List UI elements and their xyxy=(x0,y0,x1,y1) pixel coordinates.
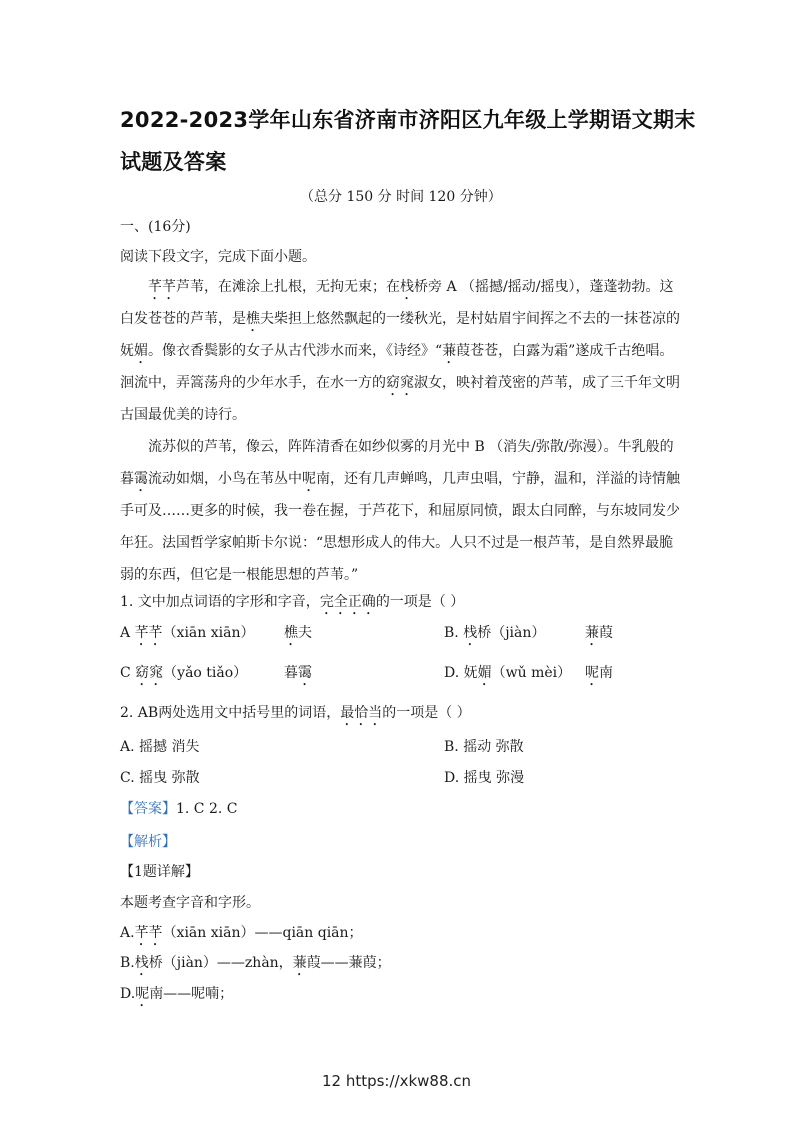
dotted-text: 霭 xyxy=(134,471,148,487)
text-run: B. xyxy=(444,625,464,641)
analysis-label: 【解析】 xyxy=(120,834,176,850)
text-run: 暮 xyxy=(120,471,134,487)
passage-line: 流苏似的芦苇，像云，阵阵清香在如纱似雾的月光中 B （消失/弥散/弥漫）。牛乳般的 xyxy=(148,439,674,455)
text-run: 白发苍苍的芦苇，是 xyxy=(120,311,246,327)
question-1-stem xyxy=(120,592,464,618)
text-run: D. xyxy=(120,986,136,1002)
passage-line xyxy=(120,373,680,399)
dotted-text: 完全正确 xyxy=(319,594,376,610)
text-run: 暮 xyxy=(284,665,298,681)
q1-option-c xyxy=(120,663,247,689)
dotted-text: 呢 xyxy=(585,665,599,681)
dotted-text: 栈 xyxy=(400,279,414,295)
analysis-item-a xyxy=(120,923,363,949)
q1-option-c-word xyxy=(284,663,312,689)
answer-label: 【答案】 xyxy=(120,801,176,817)
q1-option-d-word xyxy=(585,663,613,689)
section-instruction: 阅读下段文字，完成下面小题。 xyxy=(120,249,316,265)
analysis-intro: 本题考查字音和字形。 xyxy=(120,895,260,911)
text-run: 2. AB两处选用文中括号里的词语， xyxy=(120,705,341,721)
text-run: 淑女，映衬着茂密的芦苇，成了三千年文明 xyxy=(414,375,680,391)
answer-row xyxy=(120,799,238,819)
dotted-text: 樵 xyxy=(246,311,260,327)
question-2-stem xyxy=(120,703,471,729)
text-run: 妩 xyxy=(120,343,134,359)
text-run: 桥（jiàn）——zhàn， xyxy=(148,955,293,971)
text-run: （yǎo tiǎo） xyxy=(163,665,248,681)
text-run: 洄流中，弄篙荡舟的少年水手，在水一方的 xyxy=(120,375,386,391)
passage-line: 弱的东西，但它是一根能思想的芦苇。” xyxy=(120,567,359,583)
document-title-line2: 试题及答案 xyxy=(120,150,227,174)
section-heading: 一、(16分) xyxy=(120,219,191,235)
text-run: （wǔ mèi） xyxy=(491,665,572,681)
passage-line xyxy=(120,341,673,367)
text-run: 。像衣香鬓影的女子从古代涉水而来，《诗经》“ xyxy=(148,343,443,359)
text-run: 桥（jiàn） xyxy=(477,625,546,641)
dotted-text: 呢 xyxy=(135,986,150,1002)
text-run: D. 妩 xyxy=(444,665,478,681)
text-run: A. xyxy=(120,925,135,941)
passage-line: 年狂。法国哲学家帕斯卡尔说：“思想形成人的伟大。人只不过是一根芦苇，是自然界最脆 xyxy=(120,535,674,551)
answer-value: 1. C 2. C xyxy=(176,801,238,817)
text-run: 的一项是（ ） xyxy=(375,594,465,610)
dotted-text: 栈 xyxy=(134,955,149,971)
q2-option-b: B. 摇动 弥散 xyxy=(444,739,524,755)
text-run: 南，还有几声蝉鸣，几声虫唱，宁静，温和，洋溢的诗情触 xyxy=(316,471,680,487)
text-run: 南 xyxy=(599,665,613,681)
q1-option-b xyxy=(444,623,545,649)
text-run: 葭 xyxy=(599,625,613,641)
passage-line: 古国最优美的诗行。 xyxy=(120,407,246,423)
text-run: （xiān xiān） xyxy=(162,625,255,641)
text-run: 夫柴担上悠然飘起的一缕秋光，是村姑眉宇间挥之不去的一抹苍凉的 xyxy=(260,311,680,327)
text-run: 夫 xyxy=(298,625,312,641)
page-footer xyxy=(0,1072,793,1090)
q2-option-a: A. 摇撼 消失 xyxy=(120,739,200,755)
dotted-text: 窈窕 xyxy=(135,665,164,681)
dotted-text: 媚 xyxy=(477,665,492,681)
detail-heading: 【1题详解】 xyxy=(120,864,199,880)
dotted-text: 蒹 xyxy=(292,955,307,971)
text-run: 流动如烟，小鸟在苇丛中 xyxy=(148,471,302,487)
text-run: B. xyxy=(120,955,135,971)
document-title-line1: 2022-2023学年山东省济南市济阳区九年级上学期语文期末 xyxy=(120,108,696,132)
dotted-text: 最恰当 xyxy=(340,705,383,721)
text-run: 葭——蒹葭； xyxy=(306,955,391,971)
dotted-text: 樵 xyxy=(284,625,298,641)
dotted-text: 芊芊 xyxy=(134,925,163,941)
analysis-item-d xyxy=(120,984,233,1010)
dotted-text: 霭 xyxy=(298,665,312,681)
text-run: （xiān xiān）——qiān qiān； xyxy=(162,925,363,941)
dotted-text: 芊芊 xyxy=(134,625,163,641)
q2-option-d: D. 摇曳 弥漫 xyxy=(444,770,525,786)
passage-line xyxy=(148,277,673,303)
text-run: 的一项是（ ） xyxy=(382,705,471,721)
dotted-text: 窈窕 xyxy=(386,375,414,391)
q1-option-d xyxy=(444,663,571,689)
text-run: 1. 文中加点词语的字形和字音， xyxy=(120,594,320,610)
q1-option-a xyxy=(120,623,255,649)
page-number: 12 xyxy=(321,1072,342,1090)
footer-url: https://xkw88.cn xyxy=(345,1072,472,1090)
text-run: 葭苍苍，白露为霜”遂成千古绝唱。 xyxy=(456,343,674,359)
dotted-text: 栈 xyxy=(463,625,478,641)
dotted-text: 蒹 xyxy=(442,343,457,359)
dotted-text: 媚 xyxy=(134,343,148,359)
dotted-text: 芊芊 xyxy=(148,279,176,295)
dotted-text: 蒹 xyxy=(585,625,599,641)
passage-line xyxy=(120,309,680,335)
q1-option-a-word xyxy=(284,623,312,649)
text-run: C xyxy=(120,665,136,681)
q2-option-c: C. 摇曳 弥散 xyxy=(120,770,200,786)
analysis-item-b xyxy=(120,953,391,979)
dotted-text: 呢 xyxy=(302,471,316,487)
passage-line: 手可及……更多的时候，我一卷在握，于芦花下，和屈原同愤，跟太白同醉，与东坡同发少 xyxy=(120,503,680,519)
text-run: 芦苇，在滩涂上扎根，无拘无束；在 xyxy=(176,279,400,295)
exam-info: （总分 150 分 时间 120 分钟） xyxy=(300,189,502,205)
text-run: A xyxy=(120,625,135,641)
q1-option-b-word xyxy=(585,623,613,649)
passage-line xyxy=(120,469,680,495)
text-run: 南——呢喃； xyxy=(149,986,234,1002)
text-run: 桥旁 A （摇撼/摇动/摇曳），蓬蓬勃勃。这 xyxy=(414,279,674,295)
